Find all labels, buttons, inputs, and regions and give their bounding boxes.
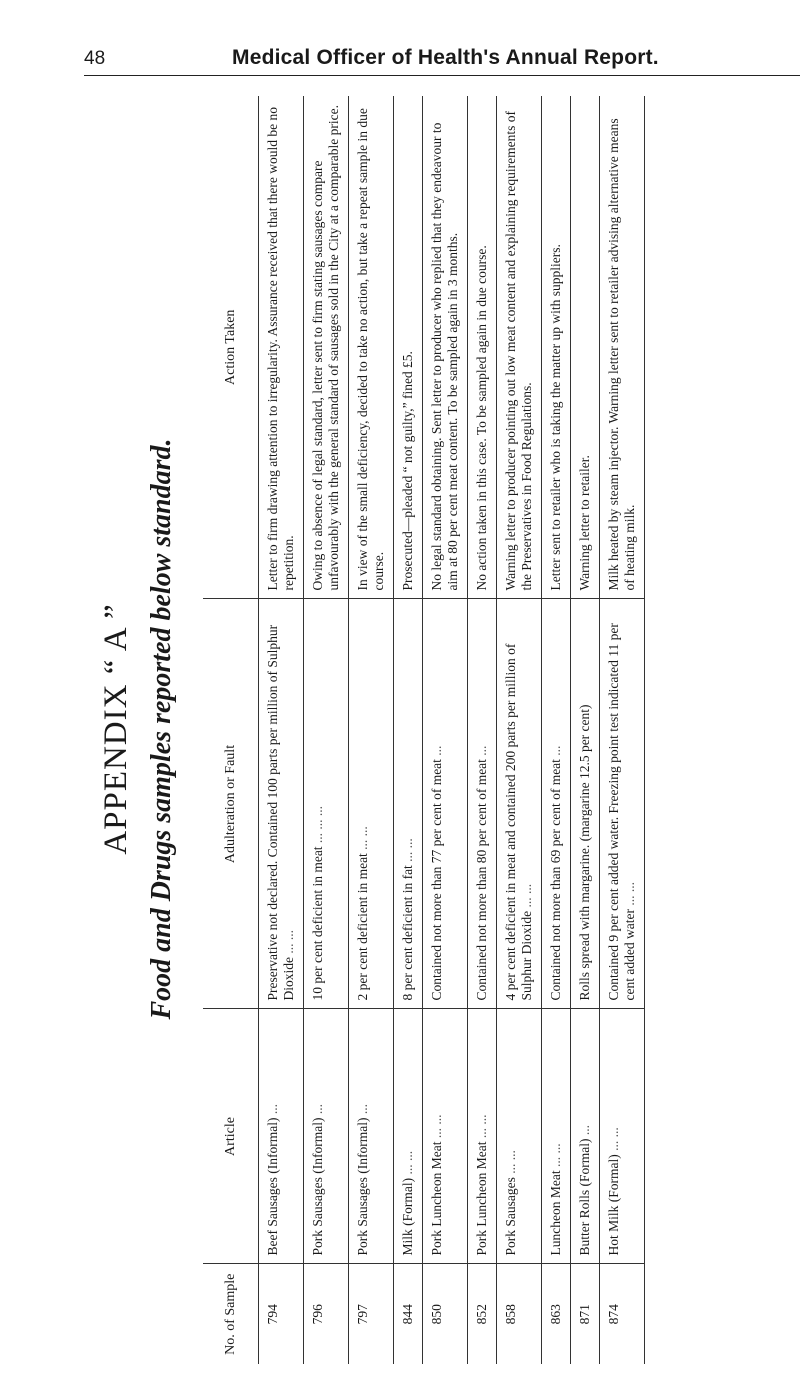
action-cell: Prosecuted—pleaded “ not guilty,” fined £5. — [394, 96, 423, 599]
table-row — [394, 96, 423, 1364]
sample-number: 794 — [259, 1264, 304, 1364]
fault-text: Contained not more than 69 per cent of meat — [548, 759, 563, 1001]
leader-dots: ... — [429, 745, 444, 756]
sample-number: 850 — [423, 1264, 468, 1364]
table-row — [349, 96, 394, 1364]
running-title: Medical Officer of Health's Annual Report. — [232, 46, 659, 69]
fault-cell — [423, 599, 468, 1009]
article-cell — [600, 1009, 645, 1264]
article-cell — [304, 1009, 349, 1264]
fault-text: 2 per cent deficient in meat — [355, 853, 370, 1001]
column-header-action: Action Taken — [203, 96, 259, 599]
leader-dots: ... — [474, 745, 489, 756]
leader-dots: ... ... — [400, 1150, 415, 1175]
samples-table — [203, 96, 645, 1364]
sample-number: 858 — [497, 1264, 542, 1364]
sample-number: 871 — [571, 1264, 600, 1364]
sample-number: 797 — [349, 1264, 394, 1364]
fault-text: Preservative not declared. Contained 100 parts per million of Sulphur Dioxide — [265, 624, 296, 1001]
table-row — [468, 96, 497, 1364]
sample-number: 852 — [468, 1264, 497, 1364]
leader-dots: ... ... — [519, 883, 534, 908]
table-row — [423, 96, 468, 1364]
action-cell: No action taken in this case. To be sampled again in due course. — [468, 96, 497, 599]
article-cell — [497, 1009, 542, 1264]
action-cell: No legal standard obtaining. Sent letter to producer who replied that they endeavour to aim at 80 per cent meat content. To be sampled again in 3 months. — [423, 96, 468, 599]
action-cell: Warning letter to retailer. — [571, 96, 600, 599]
article-text: Pork Luncheon Meat — [429, 1141, 444, 1256]
appendix-subtitle: Food and Drugs samples reported below standard. — [146, 438, 177, 1020]
leader-dots: ... — [577, 1125, 592, 1136]
leader-dots: ... ... — [503, 1150, 518, 1174]
fault-text: Contained 9 per cent added water. Freezing point test indicated 11 per cent added water — [606, 623, 637, 1001]
article-text: Pork Sausages (Informal) — [355, 1117, 370, 1256]
column-header-fault: Adulteration or Fault — [203, 599, 259, 1009]
leader-dots: ... ... — [281, 930, 296, 954]
fault-cell — [349, 599, 394, 1009]
action-cell: Milk heated by steam injector. Warning letter sent to retailer advising alternative means of heating milk. — [600, 96, 645, 599]
article-cell — [571, 1009, 600, 1264]
fault-cell — [497, 599, 542, 1009]
appendix-title: APPENDIX “ A ” — [98, 603, 134, 855]
column-header-sample-no: No. of Sample — [203, 1264, 259, 1364]
leader-dots: ... ... — [622, 882, 637, 906]
action-cell: Warning letter to producer pointing out low meat content and explaining requirements of the Preservatives in Food Regulations. — [497, 96, 542, 599]
article-cell — [259, 1009, 304, 1264]
table-row — [542, 96, 571, 1364]
table-row — [497, 96, 542, 1364]
table-row — [571, 96, 600, 1364]
article-cell — [423, 1009, 468, 1264]
leader-dots: ... — [355, 1104, 370, 1115]
article-text: Hot Milk (Formal) — [606, 1154, 621, 1256]
leader-dots: ... — [548, 745, 563, 756]
article-text: Beef Sausages (Informal) — [265, 1117, 280, 1256]
column-header-article: Article — [203, 1009, 259, 1264]
article-text: Milk (Formal) — [400, 1177, 415, 1256]
article-text: Luncheon Meat — [548, 1170, 563, 1256]
article-text: Pork Luncheon Meat — [474, 1141, 489, 1256]
fault-text: 8 per cent deficient in fat — [400, 865, 415, 1001]
sample-number: 796 — [304, 1264, 349, 1364]
fault-cell — [394, 599, 423, 1009]
action-cell: In view of the small deficiency, decided to take no action, but take a repeat sample in due course. — [349, 96, 394, 599]
sample-number: 874 — [600, 1264, 645, 1364]
header-rule — [84, 75, 800, 76]
rotated-content — [88, 94, 778, 1364]
leader-dots: ... — [310, 1104, 325, 1115]
sample-number: 863 — [542, 1264, 571, 1364]
leader-dots: ... ... — [474, 1114, 489, 1139]
sample-number: 844 — [394, 1264, 423, 1364]
fault-cell — [259, 599, 304, 1009]
leader-dots: ... ... — [355, 826, 370, 850]
table-row — [304, 96, 349, 1364]
action-cell: Letter sent to retailer who is taking the matter up with suppliers. — [542, 96, 571, 599]
leader-dots: ... — [265, 1104, 280, 1115]
article-cell — [394, 1009, 423, 1264]
leader-dots: ... ... ... — [310, 805, 325, 844]
table-header-row — [203, 96, 259, 1364]
fault-text: Contained not more than 80 per cent of meat — [474, 759, 489, 1001]
leader-dots: ... ... — [429, 1114, 444, 1139]
fault-text: Rolls spread with margarine. (margarine 12.5 per cent) — [577, 704, 592, 1001]
article-cell — [542, 1009, 571, 1264]
article-cell — [468, 1009, 497, 1264]
page-number: 48 — [84, 48, 106, 69]
fault-text: Contained not more than 77 per cent of meat — [429, 759, 444, 1001]
leader-dots: ... ... — [606, 1127, 621, 1151]
action-cell: Owing to absence of legal standard, letter sent to firm stating sausages compare unfavourably with the general standard of sausages sold in the City at a comparable price. — [304, 96, 349, 599]
leader-dots: ... ... — [400, 838, 415, 862]
fault-cell — [600, 599, 645, 1009]
leader-dots: ... ... — [548, 1143, 563, 1168]
article-text: Pork Sausages (Informal) — [310, 1117, 325, 1256]
fault-cell — [468, 599, 497, 1009]
article-cell — [349, 1009, 394, 1264]
table-row — [600, 96, 645, 1364]
action-cell: Letter to firm drawing attention to irregularity. Assurance received that there would be no repetition. — [259, 96, 304, 599]
fault-text: 10 per cent deficient in meat — [310, 846, 325, 1001]
fault-cell — [304, 599, 349, 1009]
fault-text: 4 per cent deficient in meat and contained 200 parts per million of Sulphur Dioxide — [503, 643, 534, 1001]
fault-cell — [571, 599, 600, 1009]
article-text: Pork Sausages — [503, 1177, 518, 1256]
table-row — [259, 96, 304, 1364]
fault-cell — [542, 599, 571, 1009]
article-text: Butter Rolls (Formal) — [577, 1138, 592, 1256]
